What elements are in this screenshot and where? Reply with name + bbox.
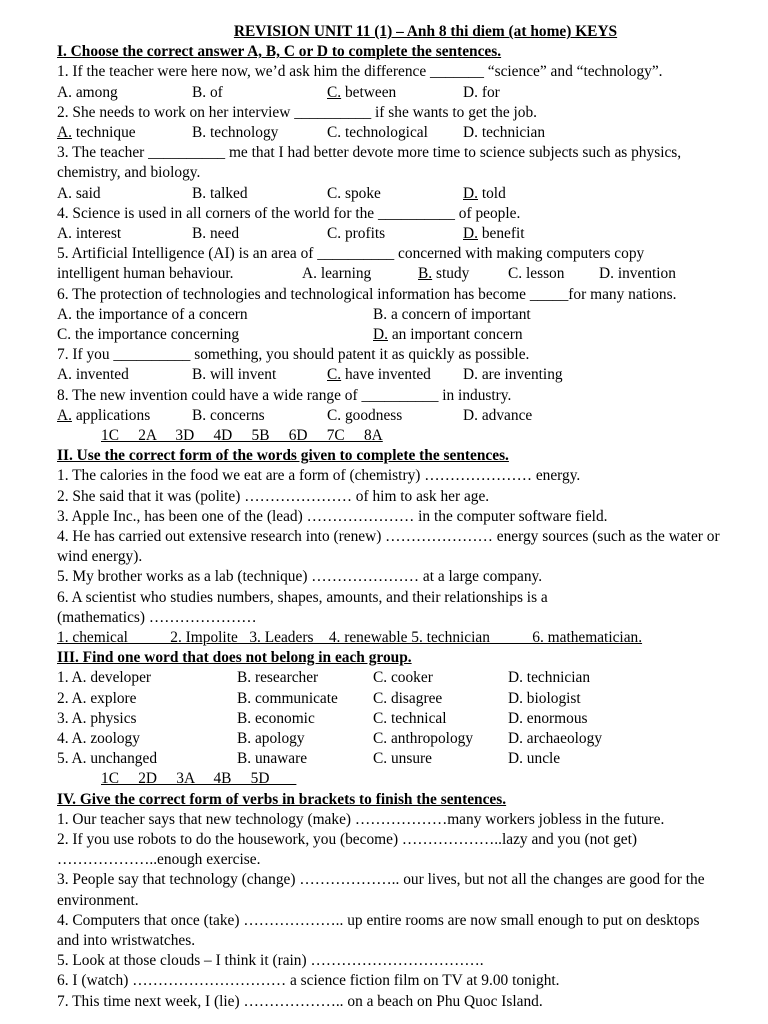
q6-option-b: B. a concern of important (373, 305, 531, 323)
q1-option-b: B. of (192, 83, 223, 101)
q8-option-c: C. goodness (327, 406, 403, 424)
s4-item-6: 6. I (watch) ………………………… a science fiction film on TV at 9.00 tonight. (57, 972, 560, 990)
s3-row-4-c: C. anthropology (373, 729, 474, 747)
s3-row-1-c: C. cooker (373, 669, 433, 687)
s2-item-3: 3. Apple Inc., has been one of the (lead) ………………… in the computer software field. (57, 507, 608, 525)
q3-option-d: D. told (463, 184, 506, 202)
q3-option-a: A. said (57, 184, 101, 202)
s4-item-5: 5. Look at those clouds – I think it (rain) ……………………………. (57, 952, 484, 970)
s4-item-3: 3. People say that technology (change) ……………….. our lives, but not all the changes are good for the environment. (57, 871, 705, 909)
section-1-heading: I. Choose the correct answer A, B, C or D to complete the sentences. (57, 43, 502, 61)
q3-options (57, 184, 748, 204)
s4-item-1: 1. Our teacher says that new technology (make) ………………many workers jobless in the future. (57, 810, 665, 828)
section-4-heading: IV. Give the correct form of verbs in brackets to finish the sentences. (57, 790, 507, 808)
q2-option-b: B. technology (192, 124, 279, 141)
s3-row-2-d: D. biologist (508, 689, 581, 707)
s2-item-5: 5. My brother works as a lab (technique) ………………… at a large company. (57, 568, 543, 586)
q5-option-b: B. study (418, 265, 470, 283)
s3-row-2 (57, 689, 748, 709)
s3-row-2-a: 2. A. explore (57, 689, 137, 707)
q7-option-b: B. will invent (192, 366, 277, 384)
q7-options (57, 365, 748, 385)
s3-row-3-c: C. technical (373, 709, 447, 727)
s2-item-4: 4. He has carried out extensive research into (renew) ………………… energy sources (such as the water or wind energy). (57, 527, 720, 566)
q2-option-c: C. technological (327, 124, 428, 141)
q5-option-c: C. lesson (508, 265, 565, 283)
q2-text: 2. She needs to work on her interview __________ if she wants to get the job. (57, 103, 538, 121)
s3-row-5-a: 5. A. unchanged (57, 750, 158, 768)
q5-text-line-1: 5. Artificial Intelligence (AI) is an area of __________ concerned with making computers copy (57, 245, 645, 263)
q7-text: 7. If you __________ something, you should patent it as quickly as possible. (57, 346, 530, 364)
q7-option-a: A. invented (57, 366, 129, 384)
q6-options-row-1 (57, 305, 748, 325)
q5-option-d: D. invention (599, 265, 676, 283)
s4-item-7: 7. This time next week, I (lie) ……………….. on a beach on Phu Quoc Island. (57, 992, 543, 1010)
s3-row-4-a: 4. A. zoology (57, 729, 140, 747)
section-2-answer-keys: 1. chemical 2. Impolite 3. Leaders 4. renewable 5. technician 6. mathematician. (57, 628, 643, 646)
s3-row-4-d: D. archaeology (508, 729, 603, 747)
s3-row-1 (57, 668, 748, 688)
section-3-heading: III. Find one word that does not belong in each group. (57, 649, 412, 667)
s3-row-3-b: B. economic (237, 709, 315, 727)
s2-item-2: 2. She said that it was (polite) ………………… of him to ask her age. (57, 487, 490, 505)
s4-item-4: 4. Computers that once (take) ……………….. up entire rooms are now small enough to put on desktops and into wristwatches. (57, 911, 700, 949)
q1-options (57, 83, 748, 103)
q1-option-c: C. between (327, 83, 397, 101)
q5-line-2-with-options (57, 264, 748, 284)
q1-text: 1. If the teacher were here now, we’d ask him the difference _______ “science” and “technology”. (57, 63, 663, 81)
q1-option-a: A. among (57, 83, 118, 101)
q4-text: 4. Science is used in all corners of the world for the __________ of people. (57, 204, 521, 222)
s4-item-2: 2. If you use robots to do the housework, you (become) ………………..lazy and you (not get) ………………..enough exercise. (57, 830, 638, 869)
q6-options-row-2 (57, 325, 748, 345)
section-2-heading: II. Use the correct form of the words given to complete the sentences. (57, 447, 509, 465)
s3-row-3-a: 3. A. physics (57, 709, 137, 727)
q2-option-a: A. technique (57, 124, 136, 141)
s2-item-1: 1. The calories in the food we eat are a form of (chemistry) ………………… energy. (57, 467, 581, 485)
q6-text: 6. The protection of technologies and technological information has become _____for many nations. (57, 285, 677, 303)
s3-row-3-d: D. enormous (508, 709, 588, 727)
q6-option-c: C. the importance concerning (57, 325, 240, 343)
section-1-answer-keys: 1C 2A 3D 4D 5B 6D 7C 8A (101, 426, 383, 444)
q8-option-d: D. advance (463, 406, 533, 424)
q7-option-c: C. have invented (327, 366, 431, 384)
s3-row-2-c: C. disagree (373, 689, 443, 707)
s3-row-1-b: B. researcher (237, 669, 319, 687)
s3-row-5-b: B. unaware (237, 750, 308, 768)
section-3-answer-keys: 1C 2D 3A 4B 5D (101, 770, 297, 788)
q6-option-a: A. the importance of a concern (57, 305, 248, 323)
s3-row-1-a: 1. A. developer (57, 669, 152, 687)
q7-option-d: D. are inventing (463, 366, 563, 384)
s3-row-4-b: B. apology (237, 729, 305, 747)
s3-row-5-c: C. unsure (373, 750, 432, 768)
s3-row-5 (57, 749, 748, 769)
q6-option-d: D. an important concern (373, 325, 523, 343)
s3-row-2-b: B. communicate (237, 689, 338, 707)
q4-option-c: C. profits (327, 224, 386, 242)
q4-option-d: D. benefit (463, 224, 525, 242)
q1-option-d: D. for (463, 83, 500, 101)
s2-item-6: 6. A scientist who studies numbers, shapes, amounts, and their relationships is a (mathematics) ………………… (57, 588, 548, 626)
q8-option-a: A. applications (57, 406, 151, 424)
s3-row-4 (57, 729, 748, 749)
q8-options (57, 406, 748, 426)
q3-option-c: C. spoke (327, 184, 381, 202)
q8-text: 8. The new invention could have a wide range of __________ in industry. (57, 386, 512, 404)
s3-row-5-d: D. uncle (508, 750, 561, 768)
q2-option-d: D. technician (463, 124, 546, 141)
q3-text-line-2: chemistry, and biology. (57, 164, 201, 182)
q4-option-a: A. interest (57, 224, 122, 242)
q8-option-b: B. concerns (192, 406, 265, 424)
q5-option-a: A. learning (302, 265, 372, 283)
page-title: REVISION UNIT 11 (1) – Anh 8 thi diem (at home) KEYS (233, 23, 618, 40)
q4-option-b: B. need (192, 224, 240, 242)
q5-text-line-2: intelligent human behaviour. (57, 265, 234, 283)
q4-options (57, 224, 748, 244)
q3-text-line-1: 3. The teacher __________ me that I had better devote more time to science subjects such as physics, (57, 144, 682, 162)
q2-options (57, 123, 748, 143)
s3-row-3 (57, 709, 748, 729)
q3-option-b: B. talked (192, 184, 248, 202)
s3-row-1-d: D. technician (508, 669, 591, 687)
